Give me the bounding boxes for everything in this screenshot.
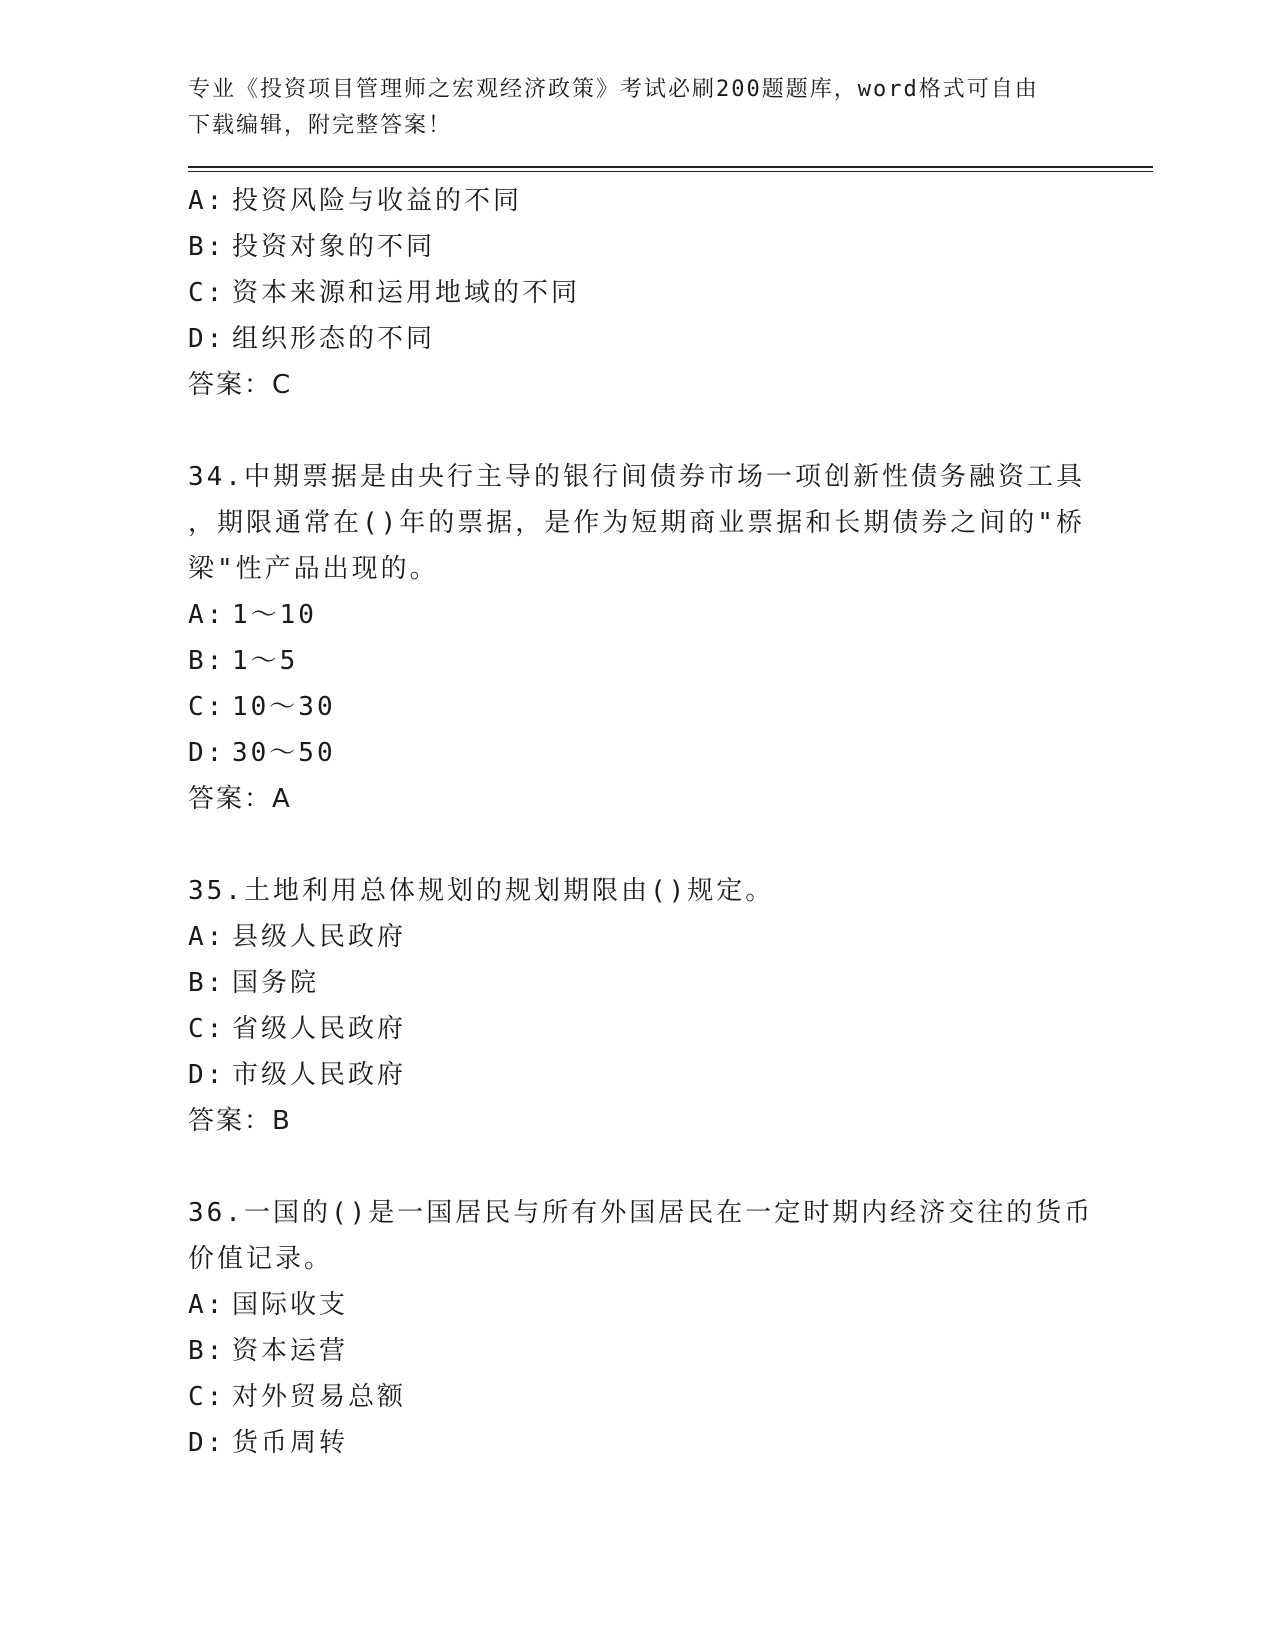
option-c: C: 资本来源和运用地域的不同	[188, 278, 581, 308]
document-header-line-2: 下载编辑，附完整答案！	[188, 113, 453, 138]
option-b: B: 1～5	[188, 646, 299, 676]
question-text-line: 34.中期票据是由央行主导的银行间债券市场一项创新性债务融资工具	[188, 462, 1085, 492]
option-c: C: 对外贸易总额	[188, 1382, 407, 1412]
option-c: C: 省级人民政府	[188, 1014, 407, 1044]
question-36	[188, 1190, 1153, 1466]
option-a: A: 县级人民政府	[188, 922, 407, 952]
option-b: B: 投资对象的不同	[188, 232, 436, 262]
option-a: A: 投资风险与收益的不同	[188, 186, 523, 216]
question-text-line: 梁"性产品出现的。	[188, 554, 439, 584]
question-34	[188, 454, 1153, 822]
option-a: A: 1～10	[188, 600, 317, 630]
answer-line: 答案：A	[188, 784, 292, 814]
answer-line: 答案：B	[188, 1106, 292, 1136]
option-d: D: 市级人民政府	[188, 1060, 407, 1090]
question-text-line: 价值记录。	[188, 1244, 334, 1274]
option-d: D: 30～50	[188, 738, 336, 768]
header-divider	[188, 166, 1153, 172]
option-a: A: 国际收支	[188, 1290, 349, 1320]
question-35	[188, 868, 1153, 1144]
option-b: B: 国务院	[188, 968, 320, 998]
document-header-line-1: 专业《投资项目管理师之宏观经济政策》考试必刷200题题库，word格式可自由	[188, 77, 1039, 102]
option-d: D: 组织形态的不同	[188, 324, 436, 354]
question-text-line: ，期限通常在()年的票据，是作为短期商业票据和长期债券之间的"桥	[188, 508, 1085, 538]
question-text-line: 35.土地利用总体规划的规划期限由()规定。	[188, 876, 775, 906]
document-page	[188, 72, 1153, 1466]
answer-line: 答案：C	[188, 370, 293, 400]
option-b: B: 资本运营	[188, 1336, 349, 1366]
option-c: C: 10～30	[188, 692, 336, 722]
question-33-continued	[188, 178, 1153, 408]
option-d: D: 货币周转	[188, 1428, 349, 1458]
question-text-line: 36.一国的()是一国居民与所有外国居民在一定时期内经济交往的货币	[188, 1198, 1094, 1228]
